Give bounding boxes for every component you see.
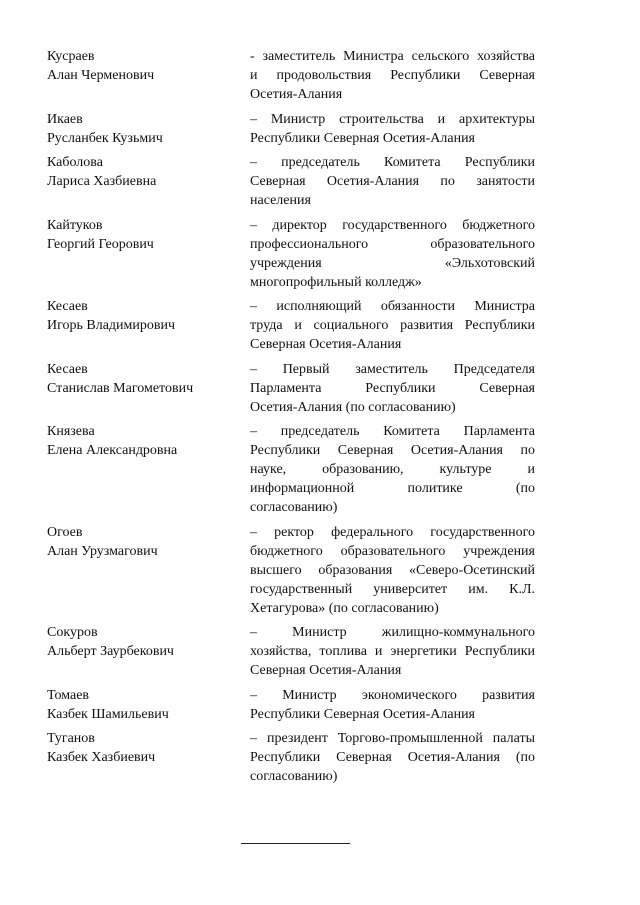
member-entry	[47, 422, 537, 517]
member-name	[47, 729, 250, 786]
member-surname: Кесаев	[47, 299, 88, 314]
member-position	[250, 216, 535, 292]
member-position-line: Республики Северная Осетия-Алания	[250, 130, 475, 146]
member-position-line: труда и социального развития Республики	[250, 318, 535, 333]
member-surname: Икаев	[47, 111, 83, 127]
member-name	[47, 523, 250, 618]
member-given-name: Казбек Хазбиевич	[47, 750, 156, 765]
member-entry	[47, 47, 537, 104]
member-given-name: Русланбек Кузьмич	[47, 130, 163, 146]
member-position-line: высшего образования «Северо-Осетинский	[250, 562, 535, 578]
member-given-name: Лариса Хазбиевна	[47, 174, 157, 189]
member-surname: Туганов	[47, 731, 95, 746]
member-given-name: Станислав Магометович	[47, 380, 194, 396]
member-surname: Князева	[47, 424, 95, 439]
member-given-name: Алан Черменович	[47, 68, 155, 83]
member-position-line: согласованию)	[250, 500, 338, 515]
member-position-line: – Министр строительства и архитектуры	[250, 111, 535, 127]
member-entry	[47, 360, 537, 417]
member-surname: Огоев	[47, 524, 83, 540]
member-given-name: Георгий Георович	[47, 236, 154, 252]
member-entry	[47, 216, 537, 292]
member-position-line: Республики Северная Осетия-Алания (по	[250, 750, 535, 765]
member-position	[250, 523, 535, 618]
member-position-line: бюджетного образовательного учреждения	[250, 543, 535, 559]
member-position-line: Осетия-Алания (по согласованию)	[250, 399, 456, 415]
member-position	[250, 623, 535, 680]
member-position-line: - заместитель Министра сельского хозяйства	[250, 49, 535, 64]
member-surname: Кайтуков	[47, 217, 103, 233]
member-name	[47, 686, 250, 724]
member-given-name: Алан Урузмагович	[47, 543, 158, 559]
member-given-name: Казбек Шамильевич	[47, 706, 169, 722]
member-position-line: – директор государственного бюджетного	[250, 217, 535, 233]
member-position-line: – Министр жилищно-коммунального	[250, 625, 535, 640]
member-position-line: Республики Северная Осетия-Алания по	[250, 443, 535, 458]
member-name	[47, 47, 250, 104]
member-position-line: государственный университет им. К.Л.	[250, 581, 535, 597]
member-position-line: и продовольствия Республики Северная	[250, 68, 535, 83]
member-position-line: согласованию)	[250, 769, 338, 784]
member-given-name: Игорь Владимирович	[47, 318, 176, 333]
member-position-line: – президент Торгово-промышленной палаты	[250, 731, 535, 746]
member-position-line: хозяйства, топлива и энергетики Республики	[250, 644, 535, 659]
member-surname: Кесаев	[47, 361, 88, 377]
member-entry	[47, 110, 537, 148]
member-surname: Каболова	[47, 155, 103, 170]
member-entry	[47, 523, 537, 618]
member-position	[250, 297, 535, 354]
member-position-line: – Первый заместитель Председателя	[250, 361, 535, 377]
member-position	[250, 422, 535, 517]
member-position-line: – Министр экономического развития	[250, 687, 535, 703]
member-entry	[47, 729, 537, 786]
member-given-name: Альберт Заурбекович	[47, 644, 174, 659]
member-list	[47, 47, 537, 792]
member-name	[47, 360, 250, 417]
member-position-line: Хетагурова» (по согласованию)	[250, 600, 439, 616]
member-surname: Томаев	[47, 687, 90, 703]
member-position-line: науке, образованию, культуре и	[250, 462, 535, 477]
member-position-line: профессионального образовательного	[250, 236, 535, 252]
member-position	[250, 110, 535, 148]
member-position	[250, 153, 535, 210]
member-position-line: – председатель Комитета Парламента	[250, 424, 535, 439]
member-name	[47, 110, 250, 148]
member-position-line: Северная Осетия-Алания	[250, 337, 402, 352]
member-position-line: учреждения «Эльхотовский	[250, 255, 535, 271]
member-name	[47, 623, 250, 680]
member-position-line: – председатель Комитета Республики	[250, 155, 535, 170]
member-entry	[47, 686, 537, 724]
closing-rule	[241, 843, 350, 844]
member-given-name: Елена Александровна	[47, 443, 178, 458]
member-name	[47, 422, 250, 517]
member-position	[250, 360, 535, 417]
member-position-line: Северная Осетия-Алания	[250, 663, 402, 678]
member-position-line: многопрофильный колледж»	[250, 274, 422, 290]
member-position-line: Парламента Республики Северная	[250, 380, 535, 396]
member-position-line: населения	[250, 193, 311, 208]
member-surname: Сокуров	[47, 625, 98, 640]
member-entry	[47, 623, 537, 680]
member-name	[47, 216, 250, 292]
member-name	[47, 153, 250, 210]
member-position-line: информационной политике (по	[250, 481, 535, 496]
member-entry	[47, 153, 537, 210]
member-position-line: – ректор федерального государственного	[250, 524, 535, 540]
member-position	[250, 47, 535, 104]
member-entry	[47, 297, 537, 354]
member-position-line: Республики Северная Осетия-Алания	[250, 706, 475, 722]
member-name	[47, 297, 250, 354]
member-position-line: – исполняющий обязанности Министра	[250, 299, 535, 314]
member-position-line: Осетия-Алания	[250, 87, 343, 102]
member-position	[250, 686, 535, 724]
member-position-line: Северная Осетия-Алания по занятости	[250, 174, 535, 189]
member-position	[250, 729, 535, 786]
member-surname: Кусраев	[47, 49, 95, 64]
